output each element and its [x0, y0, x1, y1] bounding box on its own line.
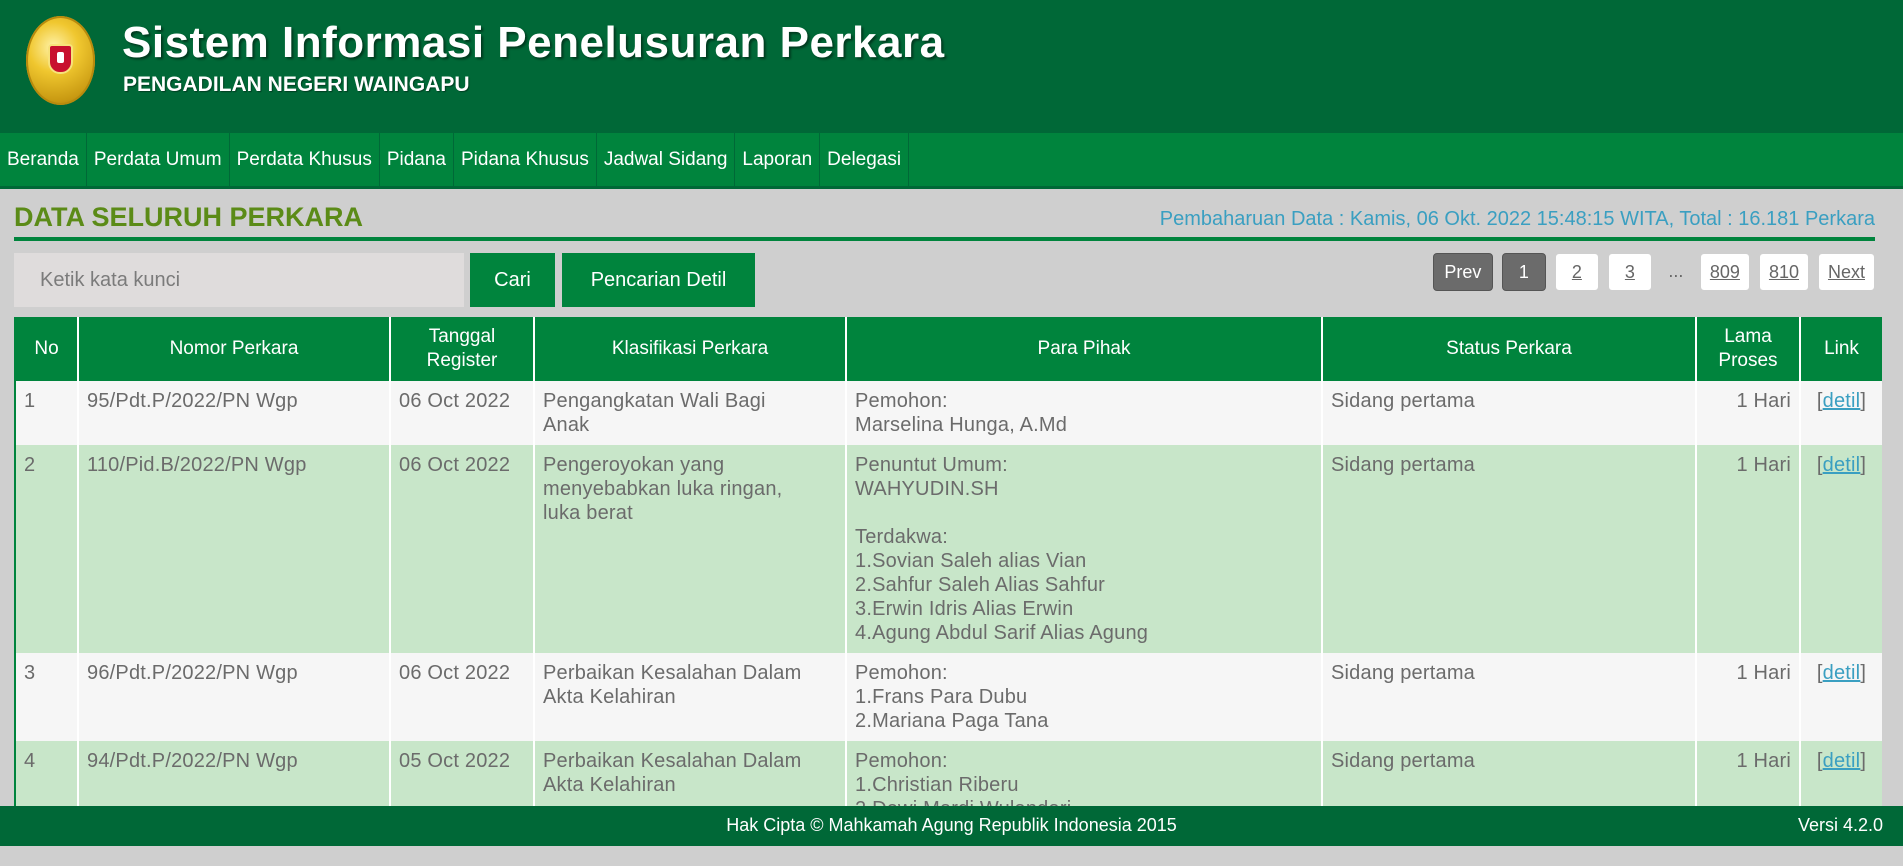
nav-laporan[interactable]: Laporan — [735, 133, 820, 186]
table-row — [16, 445, 1882, 653]
pagination — [1433, 253, 1875, 291]
cell-status: Sidang pertama — [1322, 381, 1696, 445]
cell-no: 4 — [16, 741, 78, 829]
cell-nomor-perkara: 96/Pdt.P/2022/PN Wgp — [78, 653, 390, 741]
cell-tanggal: 06 Oct 2022 — [390, 381, 534, 445]
cell-link: [detil] — [1800, 741, 1882, 829]
cell-tanggal: 06 Oct 2022 — [390, 653, 534, 741]
page-2-button[interactable]: 2 — [1555, 253, 1599, 291]
col-header-no[interactable]: No — [16, 317, 78, 381]
nav-pidana[interactable]: Pidana — [380, 133, 454, 186]
cell-nomor-perkara: 94/Pdt.P/2022/PN Wgp — [78, 741, 390, 829]
cell-no: 1 — [16, 381, 78, 445]
cell-nomor-perkara: 95/Pdt.P/2022/PN Wgp — [78, 381, 390, 445]
cell-para-pihak: Pemohon: Marselina Hunga, A.Md — [846, 381, 1322, 445]
cell-link: [detil] — [1800, 381, 1882, 445]
table-header-row — [16, 317, 1882, 381]
cell-status: Sidang pertama — [1322, 741, 1696, 829]
cell-status: Sidang pertama — [1322, 653, 1696, 741]
page-title: DATA SELURUH PERKARA — [14, 202, 363, 232]
case-table-container[interactable] — [14, 317, 1882, 807]
title-divider — [14, 237, 1875, 241]
court-name: PENGADILAN NEGERI WAINGAPU — [123, 73, 470, 96]
detail-link[interactable]: detil — [1822, 750, 1861, 772]
cell-lama-proses: 1 Hari — [1696, 445, 1800, 653]
site-header — [0, 0, 1903, 133]
main-nav — [0, 133, 1903, 189]
court-seal-icon — [26, 16, 95, 105]
detailed-search-button[interactable]: Pencarian Detil — [562, 253, 755, 307]
cell-tanggal: 05 Oct 2022 — [390, 741, 534, 829]
col-header-lama-proses[interactable]: Lama Proses — [1696, 317, 1800, 381]
case-table — [16, 317, 1882, 829]
col-header-nomor-perkara[interactable]: Nomor Perkara — [78, 317, 390, 381]
cell-klasifikasi: Perbaikan Kesalahan Dalam Akta Kelahiran — [534, 653, 846, 741]
cell-link: [detil] — [1800, 445, 1882, 653]
site-footer — [0, 806, 1903, 846]
nav-pidana-khusus[interactable]: Pidana Khusus — [454, 133, 597, 186]
cell-klasifikasi: Pengeroyokan yang menyebabkan luka ringan, luka berat — [534, 445, 846, 653]
cell-no: 3 — [16, 653, 78, 741]
col-header-klasifikasi[interactable]: Klasifikasi Perkara — [534, 317, 846, 381]
search-button[interactable]: Cari — [470, 253, 555, 307]
detail-link[interactable]: detil — [1822, 662, 1861, 684]
copyright-text: Hak Cipta © Mahkamah Agung Republik Indonesia 2015 — [726, 815, 1177, 835]
table-row — [16, 381, 1882, 445]
cell-klasifikasi: Pengangkatan Wali Bagi Anak — [534, 381, 846, 445]
nav-perdata-umum[interactable]: Perdata Umum — [87, 133, 230, 186]
page-1-button[interactable]: 1 — [1502, 253, 1546, 291]
nav-beranda[interactable]: Beranda — [0, 133, 87, 186]
table-row — [16, 653, 1882, 741]
cell-no: 2 — [16, 445, 78, 653]
detail-link[interactable]: detil — [1822, 454, 1861, 476]
version-text: Versi 4.2.0 — [1797, 815, 1883, 835]
col-header-link: Link — [1800, 317, 1882, 381]
prev-page-button[interactable]: Prev — [1433, 253, 1493, 291]
cell-para-pihak: Pemohon: 1.Frans Para Dubu 2.Mariana Paga Tana — [846, 653, 1322, 741]
nav-perdata-khusus[interactable]: Perdata Khusus — [230, 133, 380, 186]
app-title: Sistem Informasi Penelusuran Perkara — [122, 18, 945, 67]
cell-klasifikasi: Perbaikan Kesalahan Dalam Akta Kelahiran — [534, 741, 846, 829]
cell-tanggal: 06 Oct 2022 — [390, 445, 534, 653]
update-info: Pembaharuan Data : Kamis, 06 Okt. 2022 15:48:15 WITA, Total : 16.181 Perkara — [1159, 208, 1875, 230]
cell-lama-proses: 1 Hari — [1696, 381, 1800, 445]
col-header-para-pihak[interactable]: Para Pihak — [846, 317, 1322, 381]
nav-jadwal-sidang[interactable]: Jadwal Sidang — [597, 133, 736, 186]
search-input[interactable] — [14, 253, 464, 307]
next-page-button[interactable]: Next — [1818, 253, 1875, 291]
cell-para-pihak: Pemohon: 1.Christian Riberu — [846, 741, 1322, 829]
col-header-tanggal-register[interactable]: Tanggal Register — [390, 317, 534, 381]
cell-status: Sidang pertama — [1322, 445, 1696, 653]
cell-lama-proses: 1 Hari — [1696, 741, 1800, 829]
pagination-ellipsis: ... — [1668, 261, 1684, 281]
page-3-button[interactable]: 3 — [1608, 253, 1652, 291]
page-810-button[interactable]: 810 — [1759, 253, 1809, 291]
cell-link: [detil] — [1800, 653, 1882, 741]
cell-lama-proses: 1 Hari — [1696, 653, 1800, 741]
detail-link[interactable]: detil — [1822, 390, 1861, 412]
page-809-button[interactable]: 809 — [1700, 253, 1750, 291]
cell-para-pihak: Penuntut Umum: WAHYUDIN.SH Terdakwa: 1.Sovian Saleh alias Vian 2.Sahfur Saleh Alias Sahfur 3.Erwin Idris Alias Erwin 4.Agung Abdul Sarif Alias Agung — [846, 445, 1322, 653]
nav-delegasi[interactable]: Delegasi — [820, 133, 909, 186]
col-header-status[interactable]: Status Perkara — [1322, 317, 1696, 381]
cell-nomor-perkara: 110/Pid.B/2022/PN Wgp — [78, 445, 390, 653]
